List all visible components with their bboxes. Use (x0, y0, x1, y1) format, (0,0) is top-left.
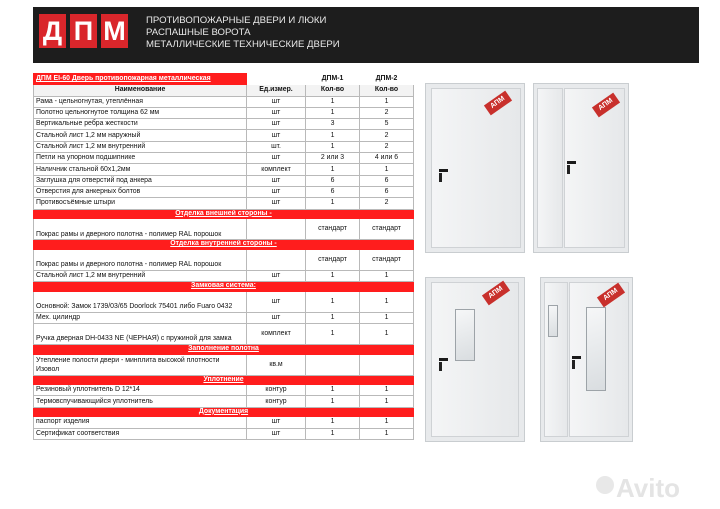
col-header: Кол-во (360, 85, 414, 96)
spec-item-name: Основной: Замок 1739/03/65 Doorlock 75401 либо Fuaro 0432 (34, 291, 247, 312)
logo-letter: П (70, 14, 97, 48)
spec-qty-dpm1: стандарт (306, 219, 360, 240)
spec-qty-dpm2: 2 (360, 198, 414, 209)
table-header-row (34, 85, 414, 96)
spec-item-unit: кв.м (247, 354, 306, 375)
door-photo-single (425, 83, 525, 253)
spec-qty-dpm1: 1 (306, 141, 360, 152)
spec-item-unit: шт (247, 312, 306, 323)
door-handle (439, 169, 448, 172)
section-header: Отделка внутренней стороны - (34, 240, 414, 250)
spec-qty-dpm1: 1 (306, 312, 360, 323)
spec-qty-dpm2: 1 (360, 312, 414, 323)
tagline: ПРОТИВОПОЖАРНЫЕ ДВЕРИ И ЛЮКИ (146, 15, 327, 26)
spec-qty-dpm2: 1 (360, 164, 414, 175)
spec-item-name: Наличник стальной 60х1,2мм (34, 164, 247, 175)
spec-qty-dpm1: 1 (306, 323, 360, 344)
spec-item-name: Стальной лист 1,2 мм наружный (34, 130, 247, 141)
logo-letter: Д (39, 14, 66, 48)
table-row (34, 312, 414, 323)
door-lock (439, 362, 442, 371)
spec-qty-dpm1: 1 (306, 291, 360, 312)
spec-item-unit: шт (247, 270, 306, 281)
spec-qty-dpm1: 1 (306, 385, 360, 396)
col-header: Ед.измер. (247, 85, 306, 96)
table-row (34, 141, 414, 152)
spec-title-row (34, 74, 414, 85)
brand-badge: АПМ (592, 93, 620, 118)
spec-qty-dpm1: 1 (306, 96, 360, 107)
table-row (34, 270, 414, 281)
section-header-row (34, 209, 414, 219)
table-row (34, 354, 414, 375)
table-row (34, 164, 414, 175)
spec-title: ДПМ EI-60 Дверь противопожарная металлическая (34, 74, 247, 85)
door-leaf-narrow (537, 88, 563, 248)
section-header: Замковая система: (34, 282, 414, 292)
section-header: Отделка внешней стороны - (34, 209, 414, 219)
spec-item-name: Покрас рамы и дверного полотна - полимер RAL порошок (34, 249, 247, 270)
door-photo-double (533, 83, 629, 253)
door-handle (567, 161, 576, 164)
door-photo-double-glazed (540, 277, 633, 442)
spec-item-unit (247, 219, 306, 240)
spec-qty-dpm2: 1 (360, 396, 414, 407)
spec-qty-dpm1: 2 или 3 (306, 153, 360, 164)
table-row (34, 96, 414, 107)
col-dpm1-label: ДПМ-1 (306, 74, 360, 85)
tagline: РАСПАШНЫЕ ВОРОТА (146, 27, 251, 38)
spec-qty-dpm1: 3 (306, 119, 360, 130)
brand-taglines (146, 15, 340, 51)
spec-item-unit: шт (247, 417, 306, 428)
spec-qty-dpm1: 1 (306, 270, 360, 281)
section-header: Заполнение полотна (34, 344, 414, 354)
section-header: Уплотнение (34, 375, 414, 385)
spec-item-name: Резиновый уплотнитель D 12*14 (34, 385, 247, 396)
table-row (34, 249, 414, 270)
spec-item-unit: шт. (247, 141, 306, 152)
section-header-row (34, 240, 414, 250)
door-handle (439, 358, 448, 361)
spec-qty-dpm2: 1 (360, 323, 414, 344)
col-dpm2-label: ДПМ-2 (360, 74, 414, 85)
spec-qty-dpm2: стандарт (360, 219, 414, 240)
brand-badge: АПМ (482, 281, 510, 306)
spec-item-unit: шт (247, 130, 306, 141)
spec-item-name: Ручка дверная DH-0433 NE (ЧЕРНАЯ) с пружиной для замка (34, 323, 247, 344)
table-row (34, 198, 414, 209)
table-row (34, 417, 414, 428)
spec-item-unit: комплект (247, 164, 306, 175)
spec-item-name: Термовспучивающийся уплотнитель (34, 396, 247, 407)
door-glass (586, 307, 606, 391)
table-row (34, 107, 414, 118)
door-photo-single-glazed (425, 277, 525, 442)
table-row (34, 291, 414, 312)
spec-qty-dpm2: 2 (360, 141, 414, 152)
spec-item-name: Покрас рамы и дверного полотна - полимер RAL порошок (34, 219, 247, 240)
door-lock (439, 173, 442, 182)
spec-qty-dpm1: 1 (306, 164, 360, 175)
spec-qty-dpm2: 1 (360, 417, 414, 428)
spec-qty-dpm1: 1 (306, 107, 360, 118)
spec-item-name: Вертикальные ребра жесткости (34, 119, 247, 130)
spec-qty-dpm2: 1 (360, 385, 414, 396)
spec-item-unit: шт (247, 428, 306, 439)
spec-item-unit: шт (247, 107, 306, 118)
spec-title-blank (247, 74, 306, 85)
spec-qty-dpm1: 1 (306, 198, 360, 209)
table-row (34, 153, 414, 164)
table-row (34, 219, 414, 240)
spec-item-unit: шт (247, 198, 306, 209)
table-row (34, 385, 414, 396)
spec-item-unit: контур (247, 385, 306, 396)
tagline: МЕТАЛЛИЧЕСКИЕ ТЕХНИЧЕСКИЕ ДВЕРИ (146, 39, 340, 50)
spec-item-name: Рама - цельногнутая, утеплённая (34, 96, 247, 107)
table-row (34, 175, 414, 186)
spec-qty-dpm2: стандарт (360, 249, 414, 270)
spec-item-name: Стальной лист 1,2 мм внутренний (34, 141, 247, 152)
watermark: Avito (616, 473, 681, 503)
door-lock (567, 165, 570, 174)
spec-item-name: паспорт изделия (34, 417, 247, 428)
spec-qty-dpm2: 1 (360, 96, 414, 107)
spec-qty-dpm1: 1 (306, 417, 360, 428)
spec-item-unit: шт (247, 96, 306, 107)
spec-item-name: Полотно цельногнутое толщина 62 мм (34, 107, 247, 118)
brand-logo (39, 14, 128, 48)
spec-qty-dpm2: 5 (360, 119, 414, 130)
spec-item-unit: контур (247, 396, 306, 407)
door-glass (548, 305, 558, 337)
spec-qty-dpm1: 1 (306, 396, 360, 407)
brand-badge: АПМ (484, 91, 512, 116)
spec-table (33, 73, 414, 440)
section-header-row (34, 375, 414, 385)
table-row (34, 186, 414, 197)
spec-item-name: Отверстия для анкерных болтов (34, 186, 247, 197)
door-glass (455, 309, 475, 361)
spec-qty-dpm1: 1 (306, 428, 360, 439)
section-header: Документация (34, 407, 414, 417)
spec-qty-dpm1: стандарт (306, 249, 360, 270)
spec-qty-dpm2: 1 (360, 270, 414, 281)
table-row (34, 428, 414, 439)
spec-item-name: Стальной лист 1,2 мм внутренний (34, 270, 247, 281)
spec-qty-dpm1 (306, 354, 360, 375)
table-row (34, 119, 414, 130)
spec-item-unit: шт (247, 153, 306, 164)
header-banner (33, 7, 699, 63)
watermark-icon (596, 476, 614, 494)
spec-item-name: Заглушка для отверстий под анкера (34, 175, 247, 186)
spec-qty-dpm1: 6 (306, 186, 360, 197)
spec-item-unit: комплект (247, 323, 306, 344)
spec-qty-dpm2: 4 или 6 (360, 153, 414, 164)
spec-item-unit (247, 249, 306, 270)
spec-qty-dpm2: 1 (360, 428, 414, 439)
section-header-row (34, 282, 414, 292)
spec-qty-dpm2: 2 (360, 130, 414, 141)
spec-item-name: Противосъёмные штыри (34, 198, 247, 209)
spec-item-unit: шт (247, 119, 306, 130)
section-header-row (34, 344, 414, 354)
brand-badge: АПМ (597, 283, 625, 308)
spec-qty-dpm1: 1 (306, 130, 360, 141)
logo-letter: М (101, 14, 128, 48)
spec-item-name: Сертификат соответствия (34, 428, 247, 439)
spec-item-name: Утепление полости двери - минплита высокой плотности Изовол (34, 354, 247, 375)
table-row (34, 396, 414, 407)
col-header: Наименование (34, 85, 247, 96)
table-row (34, 323, 414, 344)
spec-item-name: Петли на упорном подшипнике (34, 153, 247, 164)
spec-qty-dpm2 (360, 354, 414, 375)
section-header-row (34, 407, 414, 417)
spec-item-name: Мех. цилиндр (34, 312, 247, 323)
spec-qty-dpm2: 6 (360, 186, 414, 197)
table-row (34, 130, 414, 141)
door-lock (572, 360, 575, 369)
spec-qty-dpm1: 6 (306, 175, 360, 186)
spec-item-unit: шт (247, 175, 306, 186)
spec-item-unit: шт (247, 291, 306, 312)
door-handle (572, 356, 581, 359)
spec-qty-dpm2: 1 (360, 291, 414, 312)
spec-qty-dpm2: 6 (360, 175, 414, 186)
door-leaf (431, 88, 521, 248)
spec-qty-dpm2: 2 (360, 107, 414, 118)
col-header: Кол-во (306, 85, 360, 96)
spec-item-unit: шт (247, 186, 306, 197)
